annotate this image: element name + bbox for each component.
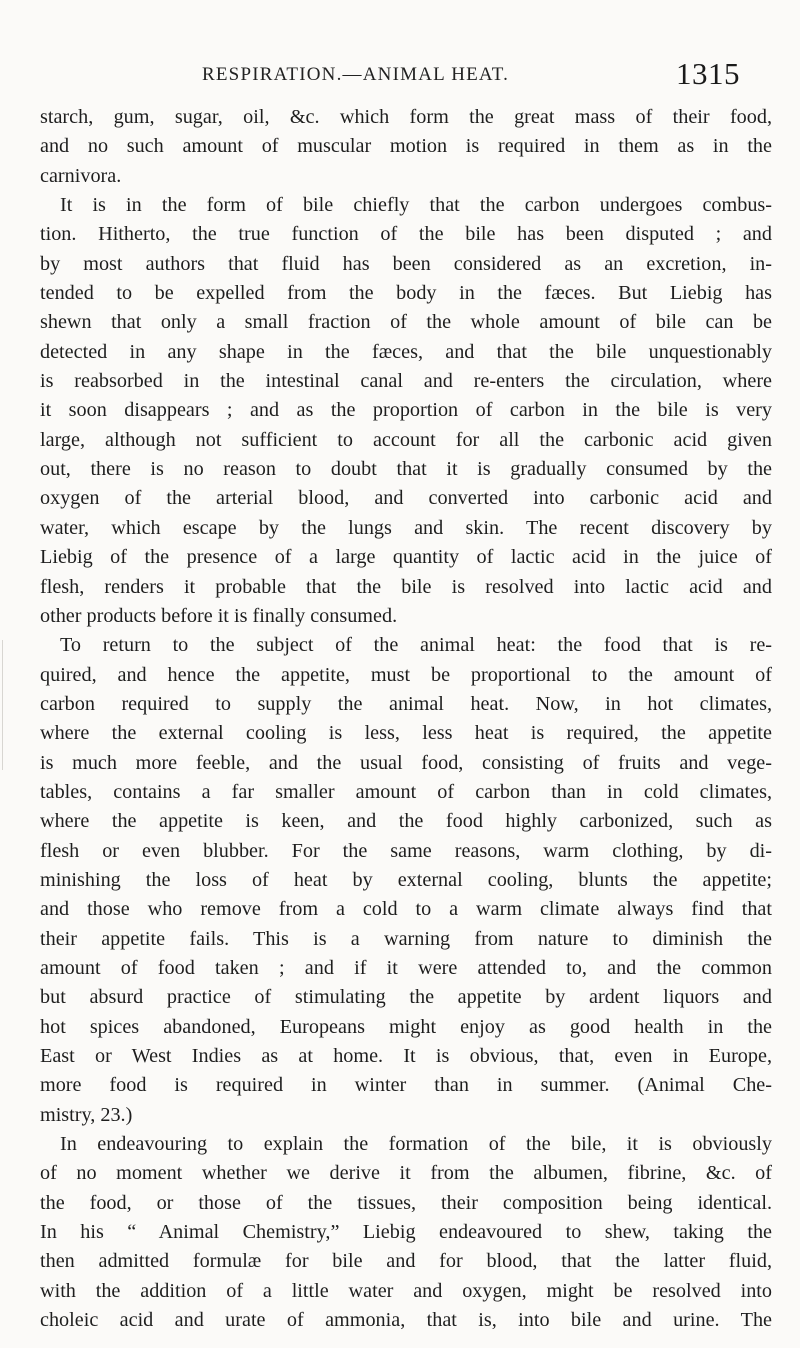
text-line: other products before it is finally consumed. — [40, 604, 398, 627]
text-line: mistry, 23.) — [40, 1103, 133, 1126]
text-line: carnivora. — [40, 164, 122, 187]
running-title: RESPIRATION.—ANIMAL HEAT. — [202, 64, 510, 85]
page-number: 1315 — [676, 56, 740, 91]
text-line: quired, and hence the appetite, must be proportional to the amount of — [40, 663, 772, 686]
text-line: hot spices abandoned, Europeans might enjoy as good health in the — [40, 1015, 772, 1038]
body-text — [40, 103, 772, 1335]
text-line: In his “ Animal Chemistry,” Liebig endeavoured to shew, taking the — [40, 1221, 772, 1244]
text-line: detected in any shape in the fæces, and that the bile unquestionably — [40, 340, 772, 363]
paragraph-start-line: To return to the subject of the animal heat: the food that is re- — [60, 634, 772, 657]
text-line: East or West Indies as at home. It is obvious, that, even in Europe, — [40, 1045, 772, 1067]
text-line: Liebig of the presence of a large quantity of lactic acid in the juice of — [40, 546, 772, 569]
text-line: the food, or those of the tissues, their composition being identical. — [40, 1191, 772, 1214]
text-line: water, which escape by the lungs and skin. The recent discovery by — [40, 516, 772, 539]
page-edge-mark — [2, 640, 3, 770]
text-line: with the addition of a little water and oxygen, might be resolved into — [40, 1279, 772, 1302]
text-line: flesh, renders it probable that the bile is resolved into lactic acid and — [40, 575, 772, 598]
text-line: carbon required to supply the animal heat. Now, in hot climates, — [40, 692, 772, 715]
text-line: amount of food taken ; and if it were attended to, and the common — [40, 956, 772, 979]
text-line: more food is required in winter than in summer. (Animal Che- — [40, 1074, 772, 1097]
text-line: and no such amount of muscular motion is required in them as in the — [40, 135, 772, 158]
text-line: then admitted formulæ for bile and for blood, that the latter fluid, — [40, 1250, 772, 1273]
paragraph-start-line: In endeavouring to explain the formation of the bile, it is obviously — [60, 1133, 772, 1156]
text-line: tables, contains a far smaller amount of carbon than in cold climates, — [40, 780, 772, 803]
text-line: large, although not sufficient to account for all the carbonic acid given — [40, 428, 772, 451]
text-line: oxygen of the arterial blood, and converted into carbonic acid and — [40, 487, 772, 510]
text-line: tion. Hitherto, the true function of the bile has been disputed ; and — [40, 223, 772, 246]
text-line: is reabsorbed in the intestinal canal and re-enters the circulation, where — [40, 370, 772, 393]
text-line: where the appetite is keen, and the food highly carbonized, such as — [40, 810, 772, 833]
text-line: flesh or even blubber. For the same reasons, warm clothing, by di- — [40, 839, 772, 862]
running-head — [170, 58, 740, 98]
text-line: where the external cooling is less, less heat is required, the appetite — [40, 722, 772, 745]
text-line: starch, gum, sugar, oil, &c. which form the great mass of their food, — [40, 106, 772, 128]
text-line: by most authors that fluid has been considered as an excretion, in- — [40, 252, 772, 275]
paragraph-start-line: It is in the form of bile chiefly that the carbon undergoes combus- — [60, 194, 772, 217]
text-line: tended to be expelled from the body in the fæces. But Liebig has — [40, 282, 772, 305]
text-line: but absurd practice of stimulating the appetite by ardent liquors and — [40, 986, 772, 1009]
text-line: out, there is no reason to doubt that it is gradually consumed by the — [40, 458, 772, 481]
text-line: is much more feeble, and the usual food, consisting of fruits and vege- — [40, 751, 772, 774]
text-line: of no moment whether we derive it from the albumen, fibrine, &c. of — [40, 1162, 772, 1185]
text-line: their appetite fails. This is a warning from nature to diminish the — [40, 927, 772, 950]
text-line: minishing the loss of heat by external cooling, blunts the appetite; — [40, 868, 772, 891]
text-line: and those who remove from a cold to a warm climate always find that — [40, 898, 772, 921]
text-line: choleic acid and urate of ammonia, that is, into bile and urine. The — [40, 1309, 772, 1332]
text-line: shewn that only a small fraction of the whole amount of bile can be — [40, 311, 772, 334]
text-line: it soon disappears ; and as the proportion of carbon in the bile is very — [40, 399, 772, 422]
